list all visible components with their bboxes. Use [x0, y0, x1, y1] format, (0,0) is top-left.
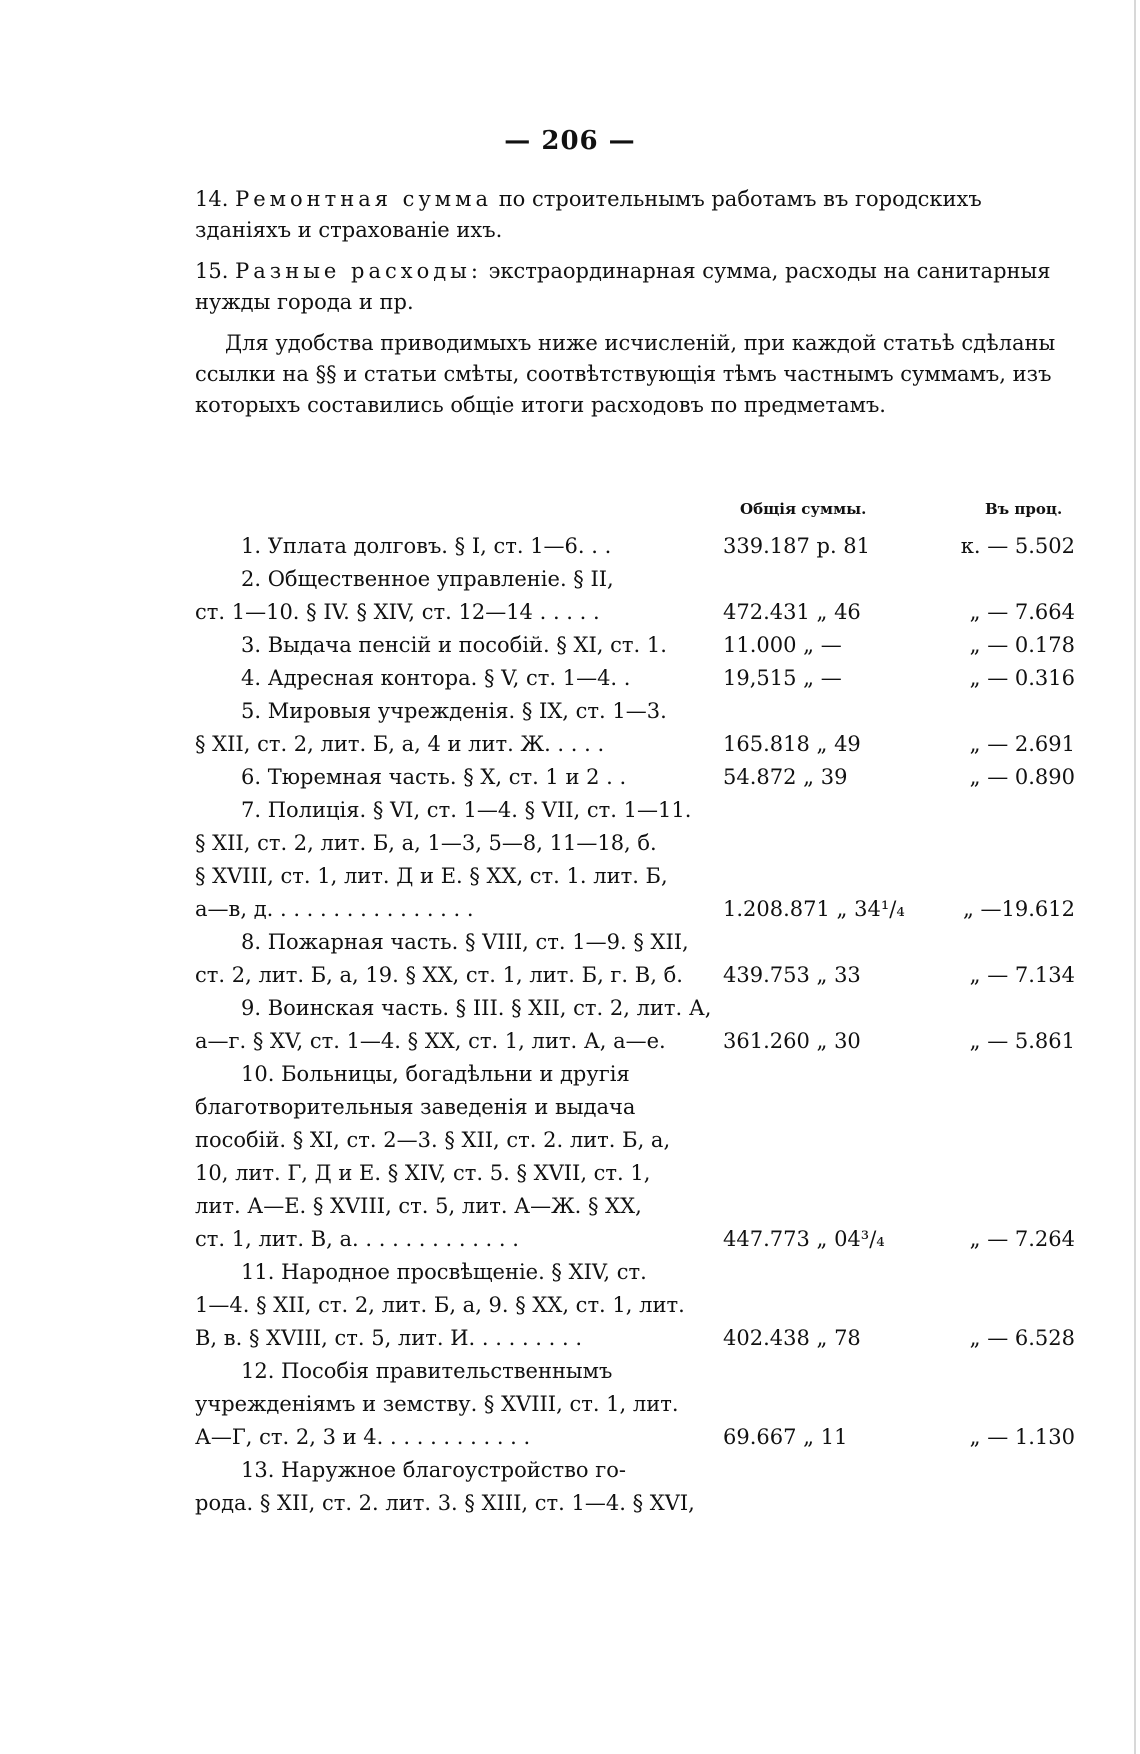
intro-text: [195, 184, 1075, 431]
row-description: [195, 992, 725, 1058]
row-sum: [723, 1487, 923, 1520]
row-percent: „ — 7.664: [969, 600, 1075, 624]
row-description-line: 8. Пожарная часть. § VIII, ст. 1—9. § XII,: [241, 930, 689, 954]
row-description-line: ст. 1—10. § IV. § XIV, ст. 12—14 . . . . .: [195, 600, 600, 624]
row-description-line: 9. Воинская часть. § III. § XII, ст. 2, лит. А,: [241, 996, 712, 1020]
row-description: [195, 1454, 725, 1520]
row-description: [195, 1058, 725, 1256]
row-description: [195, 926, 725, 992]
row-percent: „ — 5.861: [969, 1029, 1075, 1053]
row-description-line: А—Г, ст. 2, 3 и 4. . . . . . . . . . . .: [195, 1425, 531, 1449]
row-sum: 54.872 „ 39: [723, 765, 848, 789]
row-description-line: благотворительныя заведенія и выдача: [195, 1095, 636, 1119]
row-description: [195, 563, 725, 629]
table-row: [195, 1355, 1075, 1454]
row-percent: „ — 2.691: [969, 732, 1075, 756]
row-percent: „ —19.612: [962, 897, 1075, 921]
row-description-line: 6. Тюремная часть. § X, ст. 1 и 2 . .: [241, 765, 627, 789]
row-description-line: 7. Полиція. § VI, ст. 1—4. § VII, ст. 1—11.: [241, 798, 692, 822]
row-description-line: 4. Адресная контора. § V, ст. 1—4. .: [241, 666, 631, 690]
row-percent: [939, 1487, 1075, 1520]
row-sum: 361.260 „ 30: [723, 1029, 861, 1053]
row-sum: 447.773 „ 04³/₄: [723, 1227, 885, 1251]
row-description-line: ст. 1, лит. В, а. . . . . . . . . . . . .: [195, 1227, 519, 1251]
row-description-line: В, в. § XVIII, ст. 5, лит. И. . . . . . . . .: [195, 1326, 583, 1350]
row-description-line: 11. Народное просвѣщеніе. § XIV, ст.: [241, 1260, 647, 1284]
row-description-line: ст. 2, лит. Б, а, 19. § XX, ст. 1, лит. Б, г. В, б.: [195, 963, 683, 987]
row-description: [195, 695, 725, 761]
row-sum: 19,515 „ —: [723, 666, 842, 690]
table-row: [195, 530, 1075, 563]
row-sum: 69.667 „ 11: [723, 1425, 848, 1449]
row-description: [195, 1355, 725, 1454]
row-description-line: 10, лит. Г, Д и Е. § XIV, ст. 5. § XVII, ст. 1,: [195, 1161, 651, 1185]
row-description: [195, 1256, 725, 1355]
table-row: [195, 992, 1075, 1058]
row-description-line: 10. Больницы, богадѣльни и другія: [241, 1062, 630, 1086]
row-description-line: 2. Общественное управленіе. § II,: [241, 567, 614, 591]
row-percent: „ — 1.130: [969, 1425, 1075, 1449]
table-row: [195, 761, 1075, 794]
row-description-line: а—г. § XV, ст. 1—4. § XX, ст. 1, лит. А, а—е.: [195, 1029, 666, 1053]
row-description: [195, 629, 725, 662]
item-14: [195, 184, 1075, 246]
row-description-line: § XII, ст. 2, лит. Б, а, 1—3, 5—8, 11—18, б.: [195, 831, 657, 855]
page-edge-line: [1134, 0, 1136, 1754]
item-15-title: Разные расходы:: [235, 259, 482, 283]
row-percent: „ — 7.264: [969, 1227, 1075, 1251]
item-14-text: по строительнымъ работамъ въ городскихъ зданіяхъ и страхованіе ихъ.: [195, 187, 982, 242]
row-percent: „ — 6.528: [969, 1326, 1075, 1350]
row-description: [195, 530, 725, 563]
row-description-line: пособій. § XI, ст. 2—3. § XII, ст. 2. лит. Б, а,: [195, 1128, 671, 1152]
intro-note: Для удобства приводимыхъ ниже исчисленій, при каждой статьѣ сдѣланы ссылки на §§ и статьи смѣты, соотвѣтствующія тѣмъ частнымъ суммамъ, изъ которыхъ составились общіе итоги расходовъ по предметамъ.: [195, 331, 1056, 417]
row-percent: „ — 7.134: [969, 963, 1075, 987]
row-sum: 165.818 „ 49: [723, 732, 861, 756]
item-15-number: 15.: [195, 259, 229, 283]
row-description: [195, 761, 725, 794]
row-description-line: а—в, д. . . . . . . . . . . . . . . .: [195, 897, 474, 921]
table-row: [195, 563, 1075, 629]
row-percent: „ — 0.890: [969, 765, 1075, 789]
item-14-title: Ремонтная сумма: [235, 187, 492, 211]
table-row: [195, 695, 1075, 761]
table-row: [195, 1058, 1075, 1256]
row-description-line: 13. Наружное благоустройство го-: [241, 1458, 626, 1482]
row-sum: 402.438 „ 78: [723, 1326, 861, 1350]
row-sum: 472.431 „ 46: [723, 600, 861, 624]
table-row: [195, 1256, 1075, 1355]
column-header-percent: Въ проц.: [985, 500, 1063, 518]
row-description-line: учрежденіямъ и земству. § XVIII, ст. 1, лит.: [195, 1392, 679, 1416]
row-description: [195, 794, 725, 926]
row-description-line: 1. Уплата долговъ. § I, ст. 1—6. . .: [241, 534, 612, 558]
row-description-line: 12. Пособія правительственнымъ: [241, 1359, 613, 1383]
item-14-number: 14.: [195, 187, 229, 211]
row-percent: „ — 0.178: [969, 633, 1075, 657]
page-number: — 206 —: [504, 126, 636, 156]
item-15-text: экстраординарная сумма, расходы на санитарныя нужды города и пр.: [195, 259, 1051, 314]
table-row: [195, 1454, 1075, 1520]
row-description: [195, 662, 725, 695]
table-row: [195, 662, 1075, 695]
row-sum: 1.208.871 „ 34¹/₄: [723, 897, 905, 921]
row-sum: 339.187 р. 81: [723, 534, 871, 558]
row-description-line: 1—4. § XII, ст. 2, лит. Б, а, 9. § XX, ст. 1, лит.: [195, 1293, 685, 1317]
row-percent: „ — 0.316: [969, 666, 1075, 690]
row-description-line: 3. Выдача пенсій и пособій. § XI, ст. 1.: [241, 633, 667, 657]
row-description-line: лит. А—Е. § XVIII, ст. 5, лит. А—Ж. § XX,: [195, 1194, 642, 1218]
item-15: [195, 256, 1075, 318]
row-description-line: § XVIII, ст. 1, лит. Д и Е. § XX, ст. 1. лит. Б,: [195, 864, 668, 888]
row-sum: 11.000 „ —: [723, 633, 842, 657]
table-row: [195, 629, 1075, 662]
table-row: [195, 926, 1075, 992]
row-percent: к. — 5.502: [960, 534, 1075, 558]
row-description-line: рода. § XII, ст. 2. лит. 3. § XIII, ст. 1—4. § XVI,: [195, 1491, 695, 1515]
table-row: [195, 794, 1075, 926]
row-sum: 439.753 „ 33: [723, 963, 861, 987]
row-description-line: § XII, ст. 2, лит. Б, а, 4 и лит. Ж. . . . .: [195, 732, 605, 756]
column-header-sums: Общія суммы.: [740, 500, 867, 518]
expense-table: [195, 530, 1075, 1520]
row-description-line: 5. Мировыя учрежденія. § IX, ст. 1—3.: [241, 699, 667, 723]
